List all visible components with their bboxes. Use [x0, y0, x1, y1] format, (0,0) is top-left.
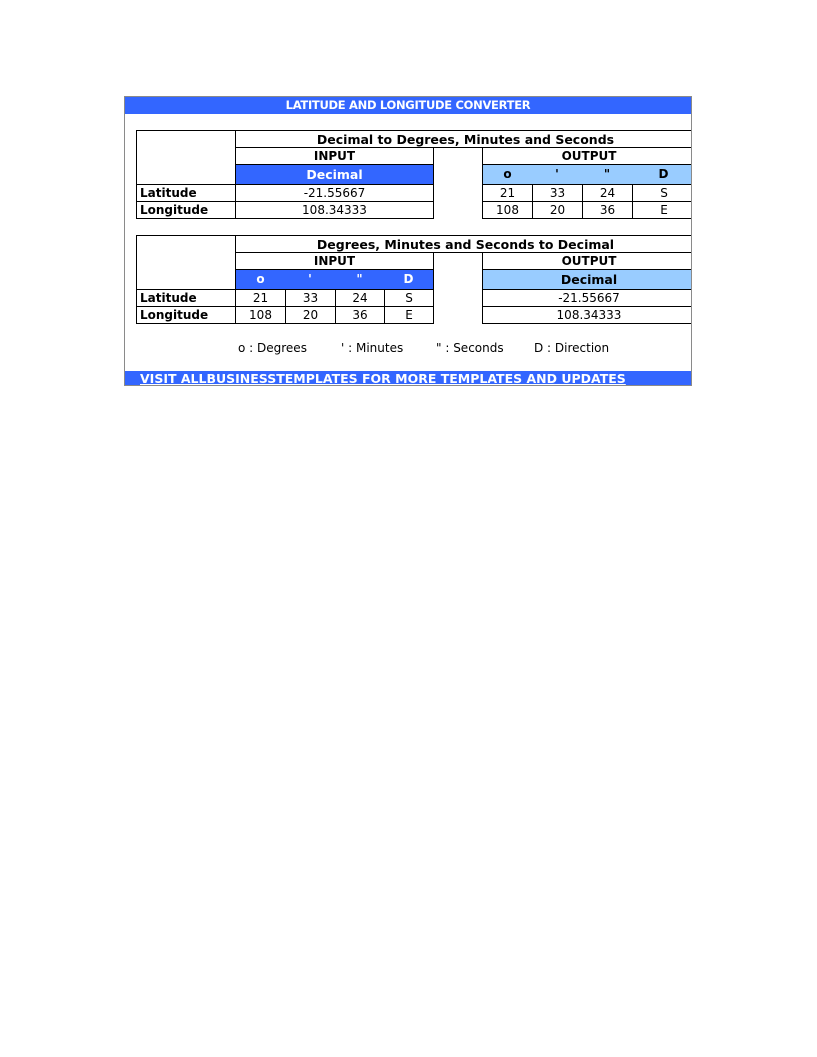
section1-output-label: OUTPUT: [482, 148, 692, 165]
section2-header-degrees: o: [235, 270, 285, 289]
section2-corner-box: [136, 235, 236, 291]
section2-output-label: OUTPUT: [482, 253, 692, 270]
legend-seconds: " : Seconds: [436, 341, 504, 355]
section1-row-label-latitude: Latitude: [136, 184, 236, 202]
section1-corner-box: [136, 130, 236, 186]
legend-minutes: ' : Minutes: [341, 341, 404, 355]
section2-lon-seconds-input[interactable]: 36: [335, 306, 385, 324]
section1-lat-degrees: 21: [482, 184, 533, 202]
section2-header-direction: D: [384, 270, 434, 289]
section1-lon-degrees: 108: [482, 201, 533, 219]
section1-heading: Decimal to Degrees, Minutes and Seconds: [235, 130, 692, 148]
section1-header-minutes: ': [532, 165, 582, 184]
section2-lat-seconds-input[interactable]: 24: [335, 289, 385, 307]
section1-lat-decimal-input[interactable]: -21.55667: [235, 184, 434, 202]
section1-lon-direction: E: [632, 201, 692, 219]
section2-lon-decimal: 108.34333: [482, 306, 692, 324]
section1-decimal-header: Decimal: [235, 165, 434, 184]
section1-header-seconds: ": [582, 165, 632, 184]
section1-input-label: INPUT: [235, 148, 434, 165]
section2-row-label-longitude: Longitude: [136, 306, 236, 324]
section2-lon-degrees-input[interactable]: 108: [235, 306, 286, 324]
section2-lon-minutes-input[interactable]: 20: [285, 306, 336, 324]
section1-lon-minutes: 20: [532, 201, 583, 219]
legend-direction: D : Direction: [534, 341, 610, 355]
section2-lat-minutes-input[interactable]: 33: [285, 289, 336, 307]
section2-lat-direction-input[interactable]: S: [384, 289, 434, 307]
section1-lon-seconds: 36: [582, 201, 633, 219]
section1-header-direction: D: [632, 165, 692, 184]
section1-header-degrees: o: [482, 165, 532, 184]
section2-header-seconds: ": [335, 270, 384, 289]
section2-decimal-header: Decimal: [482, 270, 692, 289]
section2-row-label-latitude: Latitude: [136, 289, 236, 307]
section2-heading: Degrees, Minutes and Seconds to Decimal: [235, 235, 692, 253]
allbusinesstemplates-link[interactable]: VISIT ALLBUSINESSTEMPLATES FOR MORE TEMPLATES AND UPDATES: [125, 371, 691, 386]
section2-lon-direction-input[interactable]: E: [384, 306, 434, 324]
section2-input-label: INPUT: [235, 253, 434, 270]
section1-lat-seconds: 24: [582, 184, 633, 202]
section1-lon-decimal-input[interactable]: 108.34333: [235, 201, 434, 219]
section1-lat-direction: S: [632, 184, 692, 202]
section2-header-minutes: ': [285, 270, 335, 289]
section1-lat-minutes: 33: [532, 184, 583, 202]
converter-sheet: [124, 96, 692, 386]
section2-lat-decimal: -21.55667: [482, 289, 692, 307]
legend-degrees: o : Degrees: [238, 341, 307, 355]
section1-row-label-longitude: Longitude: [136, 201, 236, 219]
section2-lat-degrees-input[interactable]: 21: [235, 289, 286, 307]
sheet-title: LATITUDE AND LONGITUDE CONVERTER: [125, 97, 691, 114]
